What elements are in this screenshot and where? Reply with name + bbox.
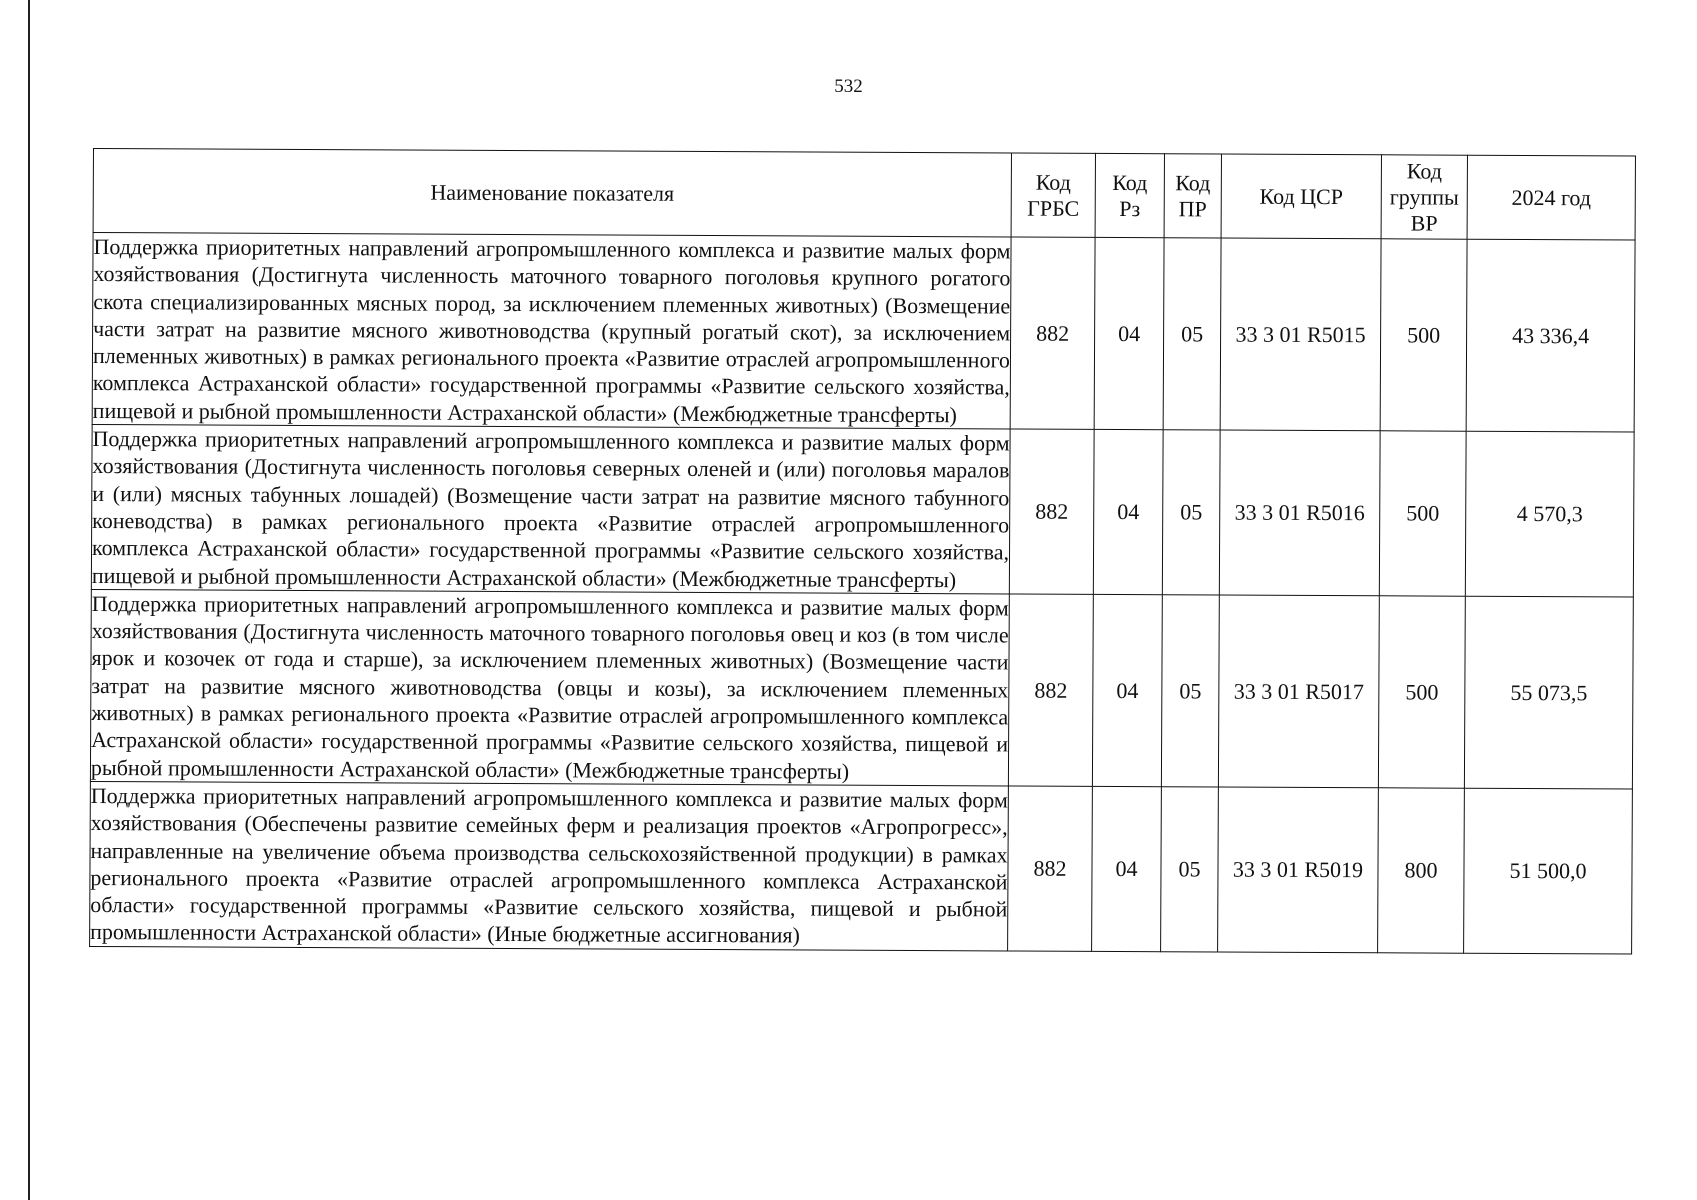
header-grbs: Код ГРБС (1011, 153, 1095, 237)
row-amount: 51 500,0 (1464, 788, 1633, 954)
page-number: 532 (834, 76, 863, 97)
row-rz: 04 (1093, 429, 1163, 594)
row-amount: 55 073,5 (1464, 596, 1633, 789)
header-csr: Код ЦСР (1221, 154, 1381, 239)
row-grbs: 882 (1009, 429, 1094, 594)
table-row (92, 233, 1635, 433)
header-name: Наименование показателя (93, 149, 1011, 237)
header-rz: Код Рз (1095, 153, 1164, 237)
row-vr: 500 (1380, 239, 1467, 431)
header-year: 2024 год (1467, 155, 1635, 240)
row-pr: 05 (1163, 238, 1221, 430)
row-amount: 4 570,3 (1465, 431, 1634, 597)
row-csr: 33 3 01 R5015 (1220, 238, 1381, 431)
row-grbs: 882 (1010, 237, 1095, 429)
row-pr: 05 (1162, 430, 1220, 595)
header-vr: Код группы ВР (1381, 155, 1467, 239)
table-row (90, 781, 1633, 953)
row-csr: 33 3 01 R5016 (1219, 430, 1380, 596)
row-name: Поддержка приоритетных направлений агропромышленного комплекса и развитие малых форм хозяйствования (Достигнута численность маточного товарного поголовья овец и коз (в том числе ярок и козочек от года и старше), за исключением племенных животных) (Возмещение части затрат на развитие мясного животноводства (овцы и козы), за исключением племенных животных) в рамках регионального проекта «Развитие отраслей агропромышленного комплекса Астраханской области» государственной программы «Развитие сельского хозяйства, пищевой и рыбной промышленности Астраханской области» (Межбюджетные трансферты) (90, 589, 1009, 786)
table-row (90, 589, 1633, 789)
scan-edge-line (28, 0, 30, 1200)
row-vr: 800 (1378, 788, 1465, 953)
row-rz: 04 (1094, 237, 1164, 429)
row-vr: 500 (1378, 596, 1465, 788)
row-grbs: 882 (1008, 594, 1093, 786)
budget-table (89, 148, 1636, 954)
row-name: Поддержка приоритетных направлений агропромышленного комплекса и развитие малых форм хозяйствования (Достигнута численность поголовья северных оленей и (или) поголовья маралов и (или) мясных табунных лошадей) (Возмещение части затрат на развитие мясного табунного коневодства) в рамках регионального проекта «Развитие отраслей агропромышленного комплекса Астраханской области» государственной программы «Развитие сельского хозяйства, пищевой и рыбной промышленности Астраханской области» (Межбюджетные трансферты) (91, 425, 1010, 594)
row-pr: 05 (1161, 595, 1219, 787)
row-csr: 33 3 01 R5017 (1218, 595, 1379, 788)
row-pr: 05 (1161, 787, 1219, 952)
row-vr: 500 (1379, 431, 1466, 596)
table-row (91, 425, 1634, 597)
row-csr: 33 3 01 R5019 (1218, 787, 1379, 953)
row-rz: 04 (1092, 594, 1162, 786)
header-pr: Код ПР (1164, 154, 1221, 238)
row-name: Поддержка приоритетных направлений агропромышленного комплекса и развитие малых форм хозяйствования (Обеспечены развитие семейных ферм и реализация проектов «Агропрогресс», направленные на увеличение объема производства сельскохозяйственной продукции) в рамках регионального проекта «Развитие отраслей агропромышленного комплекса Астраханской области» государственной программы «Развитие сельского хозяйства, пищевой и рыбной промышленности Астраханской области» (Иные бюджетные ассигнования) (90, 781, 1009, 950)
row-grbs: 882 (1008, 786, 1093, 951)
table-header-row (93, 149, 1635, 241)
row-rz: 04 (1092, 786, 1162, 951)
row-amount: 43 336,4 (1466, 239, 1635, 432)
row-name: Поддержка приоритетных направлений агропромышленного комплекса и развитие малых форм хозяйствования (Достигнута численность маточного товарного поголовья крупного рогатого скота специализированных мясных пород, за исключением племенных животных) (Возмещение части затрат на развитие мясного животноводства (крупный рогатый скот), за исключением племенных животных) в рамках регионального проекта «Развитие отраслей агропромышленного комплекса Астраханской области» государственной программы «Развитие сельского хозяйства, пищевой и рыбной промышленности Астраханской области» (Межбюджетные трансферты) (92, 233, 1011, 430)
